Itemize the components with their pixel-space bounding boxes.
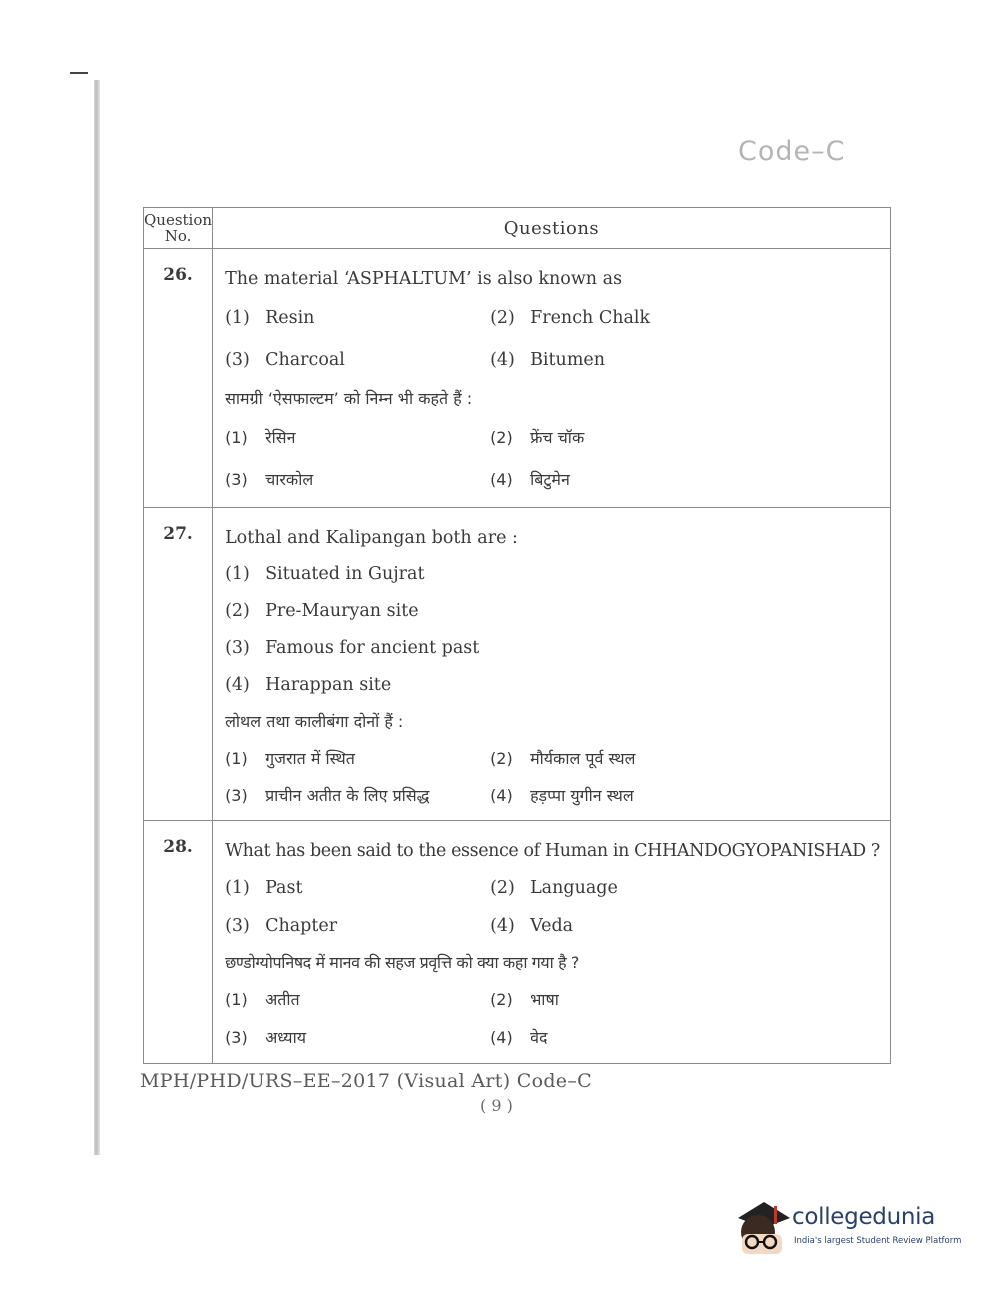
option: (3) चारकोल [225,470,314,489]
option: (4) Veda [490,916,574,936]
column-header-question-no: Question No. [144,208,213,249]
option: (1) गुजरात में स्थित [225,749,355,768]
option: (4) वेद [490,1028,548,1047]
option: (1) रेसिन [225,428,296,447]
question-number: 27. [144,508,213,821]
question-table [143,207,891,1064]
question-stem-hi: सामग्री ‘ऐसफाल्टम’ को निम्न भी कहते हैं : [225,389,473,408]
option: (2) French Chalk [490,308,651,328]
question-number: 26. [144,249,213,508]
options-hi [225,740,880,814]
option: (1) Past [225,878,303,898]
question-body [213,508,891,821]
page-number: ( 9 ) [480,1096,513,1115]
question-stem-hi: छण्डोग्योपनिषद में मानव की सहज प्रवृत्ति को क्या कहा गया है ? [225,953,579,972]
option: (2) भाषा [490,990,559,1009]
table-header-row [144,208,891,249]
question-row-26 [144,249,891,508]
mascot-icon [734,1196,790,1260]
scan-page-edge [94,80,100,1155]
collegedunia-logo [734,1196,964,1262]
options-hi [225,981,880,1057]
option: (3) अध्याय [225,1028,307,1047]
paper-code: Code–C [738,136,846,167]
question-number: 28. [144,821,213,1064]
option: (3) Chapter [225,916,338,936]
question-body [213,249,891,508]
option: (3) प्राचीन अतीत के लिए प्रसिद्ध [225,786,430,805]
option: (2) मौर्यकाल पूर्व स्थल [490,749,636,768]
option: (2) Language [490,878,618,898]
option: (1) अतीत [225,990,300,1009]
option: (4) हड़प्पा युगीन स्थल [490,786,634,805]
option: (3) Famous for ancient past [225,638,480,658]
options-en [225,297,880,381]
option: (1) Situated in Gujrat [225,564,425,584]
question-stem-en: The material ‘ASPHALTUM’ is also known as [225,269,623,289]
option: (4) Harappan site [225,675,392,695]
question-row-27 [144,508,891,821]
options-hi [225,417,880,501]
options-en [225,556,880,704]
brand-tagline: India's largest Student Review Platform [794,1236,962,1246]
question-stem-hi: लोथल तथा कालीबंगा दोनों हैं : [225,712,404,731]
question-row-28 [144,821,891,1064]
question-body [213,821,891,1064]
exam-code-footer: MPH/PHD/URS–EE–2017 (Visual Art) Code–C [140,1070,592,1092]
question-stem-en: Lothal and Kalipangan both are : [225,528,518,548]
option: (2) Pre-Mauryan site [225,601,419,621]
scan-mark [70,72,88,74]
brand-name: collegedunia [792,1204,936,1230]
question-stem-en: What has been said to the essence of Human in CHHANDOGYOPANISHAD ? [225,841,880,861]
options-en [225,869,880,945]
option: (1) Resin [225,308,315,328]
option: (3) Charcoal [225,350,345,370]
option: (4) Bitumen [490,350,606,370]
option: (4) बिटुमेन [490,470,570,489]
option: (2) फ्रेंच चॉक [490,428,585,447]
column-header-questions: Questions [213,208,891,249]
